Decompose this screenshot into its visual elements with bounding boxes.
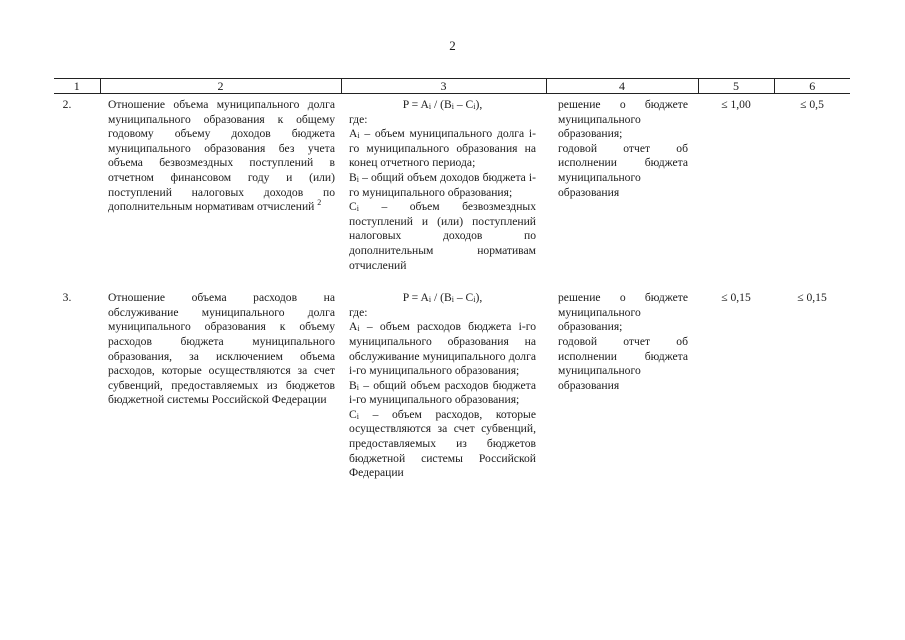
row-number: 2. xyxy=(62,98,72,111)
source-line: годовой отчет об исполнении бюджета муниципального образования xyxy=(558,334,688,392)
header-col-3: 3 xyxy=(341,79,546,94)
footnote-mark: 2 xyxy=(317,198,322,208)
header-col-2: 2 xyxy=(100,79,341,94)
criteria-table xyxy=(54,78,850,481)
header-col-1: 1 xyxy=(54,79,100,94)
formula-def-a: $A_i$ – объем муниципального долга i-го муниципального образования на конец отчетного периода; xyxy=(349,127,536,170)
threshold-col-6: ≤ 0,15 xyxy=(797,291,827,305)
table-header xyxy=(54,79,850,94)
row-number: 3. xyxy=(62,291,72,305)
formula-def-c: $C_i$ – объем безвозмездных поступлений и (или) поступлений налоговых доходов по дополнительным нормативам отчислений xyxy=(349,200,536,272)
formula-def-b: $B_i$ – общий объем расходов бюджета i-го муниципального образования; xyxy=(349,378,536,407)
threshold-col-5: ≤ 0,15 xyxy=(721,291,751,305)
formula-where: где: xyxy=(349,112,368,126)
formula-where: где: xyxy=(349,305,368,319)
threshold-col-5: ≤ 1,00 xyxy=(721,98,751,111)
header-col-5: 5 xyxy=(698,79,774,94)
formula-expression: $P = A_i / (B_i - C_i)$, xyxy=(402,98,483,111)
formula-expression: $P = A_i / (B_i - C_i)$, xyxy=(402,291,483,305)
formula-def-c: $C_i$ – объем расходов, которые осуществляются за счет субвенций, предоставляемых из бюджетов бюджетной системы Российской Федерации xyxy=(349,407,536,480)
source-line: решение о бюджете муниципального образования; xyxy=(558,291,688,334)
formula-def-b: $B_i$ – общий объем доходов бюджета i-го муниципального образования; xyxy=(349,170,536,199)
source-line: решение о бюджете муниципального образования; xyxy=(558,98,688,141)
formula-cell xyxy=(341,287,546,481)
table-row xyxy=(54,94,850,288)
source-cell xyxy=(546,287,698,481)
criterion-body: Отношение объема муниципального долга муниципального образования к общему годовому объему доходов бюджета муниципального образования без учета объема безвозмездных поступлений в отчетном финансовом году и (или) поступлений налоговых доходов по дополнительным нормативам отчислений xyxy=(108,98,335,214)
source-line: годовой отчет об исполнении бюджета муниципального образования xyxy=(558,141,688,199)
header-col-4: 4 xyxy=(546,79,698,94)
table-row xyxy=(54,287,850,481)
formula-cell xyxy=(341,94,546,288)
formula-def-a: $A_i$ – объем расходов бюджета i-го муниципального образования на обслуживание муниципального долга i-го муниципального образования; xyxy=(349,320,536,378)
header-col-6: 6 xyxy=(774,79,850,94)
source-cell xyxy=(546,94,698,288)
criterion-text: Отношение объема расходов на обслуживание муниципального долга муниципального образования к объему расходов бюджета муниципального образования, за исключением объема расходов, которые осуществляются за счет субвенций, предоставляемых из бюджетов бюджетной системы Российской Федерации xyxy=(108,291,335,407)
page-number: 2 xyxy=(449,38,456,53)
threshold-col-6: ≤ 0,5 xyxy=(800,98,824,111)
criterion-text xyxy=(100,94,341,288)
